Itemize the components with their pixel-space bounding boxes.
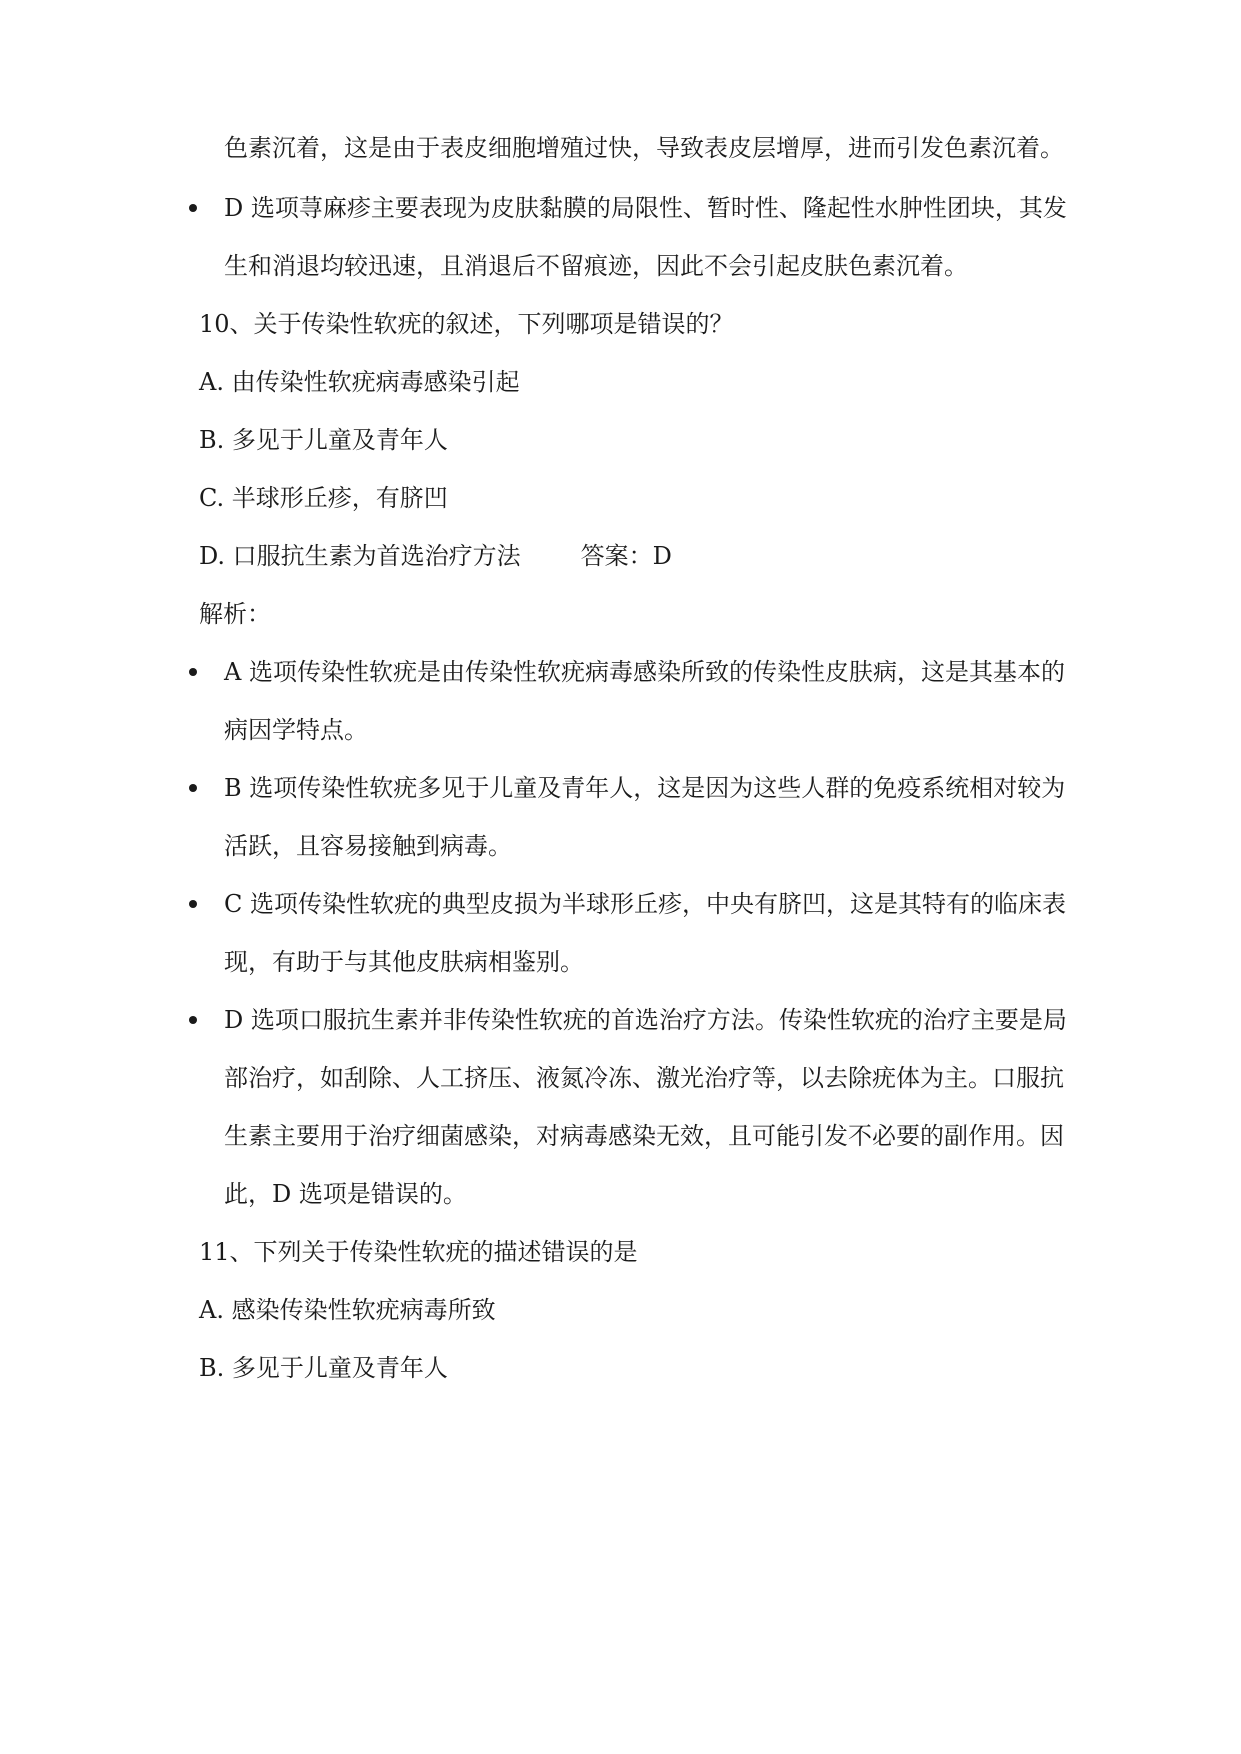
question-11-option-a: A. 感染传染性软疣病毒所致: [199, 1296, 496, 1324]
question-10-explanation-d-line3: 生素主要用于治疗细菌感染，对病毒感染无效，且可能引发不必要的副作用。因: [224, 1122, 1064, 1150]
bullet-icon: [189, 784, 197, 792]
question-10-option-d-row: [199, 540, 672, 572]
question-11-option-b: B. 多见于儿童及青年人: [199, 1354, 448, 1382]
question-10-analysis-label: 解析：: [199, 600, 271, 628]
question-10-explanation-a-line1: A 选项传染性软疣是由传染性软疣病毒感染所致的传染性皮肤病，这是其基本的: [224, 658, 1065, 686]
question-10-option-c: C. 半球形丘疹，有脐凹: [199, 484, 448, 512]
question-10-explanation-a-line2: 病因学特点。: [224, 716, 368, 744]
question-10-answer: 答案：D: [580, 542, 672, 570]
bullet-icon: [189, 1016, 197, 1024]
question-10-option-a: A. 由传染性软疣病毒感染引起: [199, 368, 520, 396]
question-10-explanation-c-line2: 现，有助于与其他皮肤病相鉴别。: [224, 948, 584, 976]
question-10-explanation-b-line2: 活跃，且容易接触到病毒。: [224, 832, 512, 860]
question-10-option-b: B. 多见于儿童及青年人: [199, 426, 448, 454]
question-10-explanation-d-line4: 此，D 选项是错误的。: [224, 1180, 467, 1208]
explanation-d-line1: D 选项荨麻疹主要表现为皮肤黏膜的局限性、暂时性、隆起性水肿性团块，其发: [224, 194, 1067, 222]
bullet-icon: [189, 204, 197, 212]
question-10-explanation-d-line1: D 选项口服抗生素并非传染性软疣的首选治疗方法。传染性软疣的治疗主要是局: [224, 1006, 1067, 1034]
explanation-d-line2: 生和消退均较迅速，且消退后不留痕迹，因此不会引起皮肤色素沉着。: [224, 252, 968, 280]
question-10-explanation-d-line2: 部治疗，如刮除、人工挤压、液氮冷冻、激光治疗等，以去除疣体为主。口服抗: [224, 1064, 1064, 1092]
explanation-c-continuation: 色素沉着，这是由于表皮细胞增殖过快，导致表皮层增厚，进而引发色素沉着。: [224, 134, 1064, 162]
question-10-option-d: D. 口服抗生素为首选治疗方法: [199, 542, 521, 570]
bullet-icon: [189, 668, 197, 676]
question-11-stem: 11、下列关于传染性软疣的描述错误的是: [199, 1238, 638, 1266]
question-10-explanation-c-line1: C 选项传染性软疣的典型皮损为半球形丘疹，中央有脐凹，这是其特有的临床表: [224, 890, 1066, 918]
question-10-explanation-b-line1: B 选项传染性软疣多见于儿童及青年人，这是因为这些人群的免疫系统相对较为: [224, 774, 1066, 802]
bullet-icon: [189, 900, 197, 908]
question-10-stem: 10、关于传染性软疣的叙述，下列哪项是错误的？: [199, 310, 734, 338]
